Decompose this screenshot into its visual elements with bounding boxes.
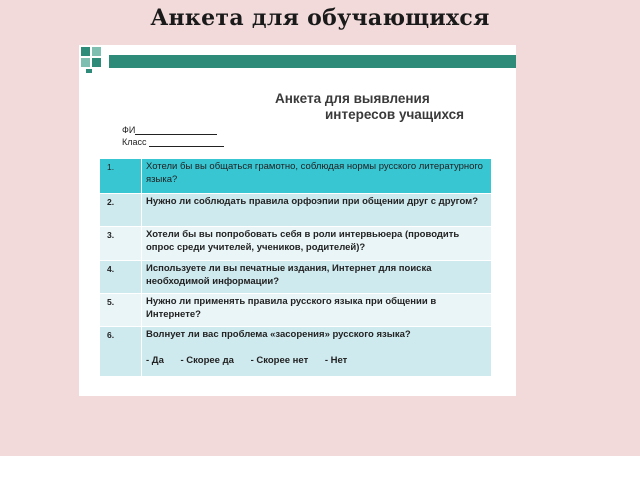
questions-table (99, 158, 492, 377)
questionnaire-panel (79, 45, 516, 396)
question-cell (142, 327, 492, 377)
logo-square (92, 47, 101, 56)
question-number: 6. (100, 327, 142, 377)
question-text: Хотели бы вы общаться грамотно, соблюдая нормы русского литературного языка? (142, 159, 492, 194)
logo-square (81, 47, 90, 56)
answer-option: - Скорее нет (250, 354, 309, 366)
answer-option: - Нет (324, 354, 348, 366)
class-underline (149, 138, 224, 147)
answer-option: - Да (146, 354, 164, 366)
table-row (100, 294, 492, 327)
table-row (100, 194, 492, 227)
logo-square (86, 69, 92, 73)
question-text: Хотели бы вы попробовать себя в роли интервьюера (проводить опрос среди учителей, учеников, родителей)? (142, 227, 492, 261)
logo-square (81, 58, 90, 67)
name-underline (135, 126, 217, 135)
logo-square (92, 58, 101, 67)
form-title-line2: интересов учащихся (325, 107, 465, 122)
table-row (100, 159, 492, 194)
question-number: 1. (100, 159, 142, 194)
table-row (100, 227, 492, 261)
slide-title: Анкета для обучающихся (150, 5, 490, 31)
answer-options (146, 355, 487, 368)
question-number: 4. (100, 261, 142, 294)
question-number: 5. (100, 294, 142, 327)
logo-bar (109, 55, 516, 68)
class-field (122, 137, 224, 147)
name-label: ФИ (122, 125, 136, 135)
question-text: Нужно ли соблюдать правила орфоэпии при общении друг с другом? (142, 194, 492, 227)
answer-option: - Скорее да (180, 354, 234, 366)
form-title (275, 91, 505, 123)
table-row (100, 327, 492, 377)
table-row (100, 261, 492, 294)
question-text: Нужно ли применять правила русского языка при общении в Интернете? (142, 294, 492, 327)
question-text: Используете ли вы печатные издания, Интернет для поиска необходимой информации? (142, 261, 492, 294)
question-number: 3. (100, 227, 142, 261)
form-title-line1: Анкета для выявления (275, 91, 430, 106)
class-label: Класс (122, 137, 147, 147)
question-text: Волнует ли вас проблема «засорения» русского языка? (146, 329, 411, 340)
question-number: 2. (100, 194, 142, 227)
template-logo-bar (79, 45, 516, 73)
name-field (122, 125, 217, 135)
